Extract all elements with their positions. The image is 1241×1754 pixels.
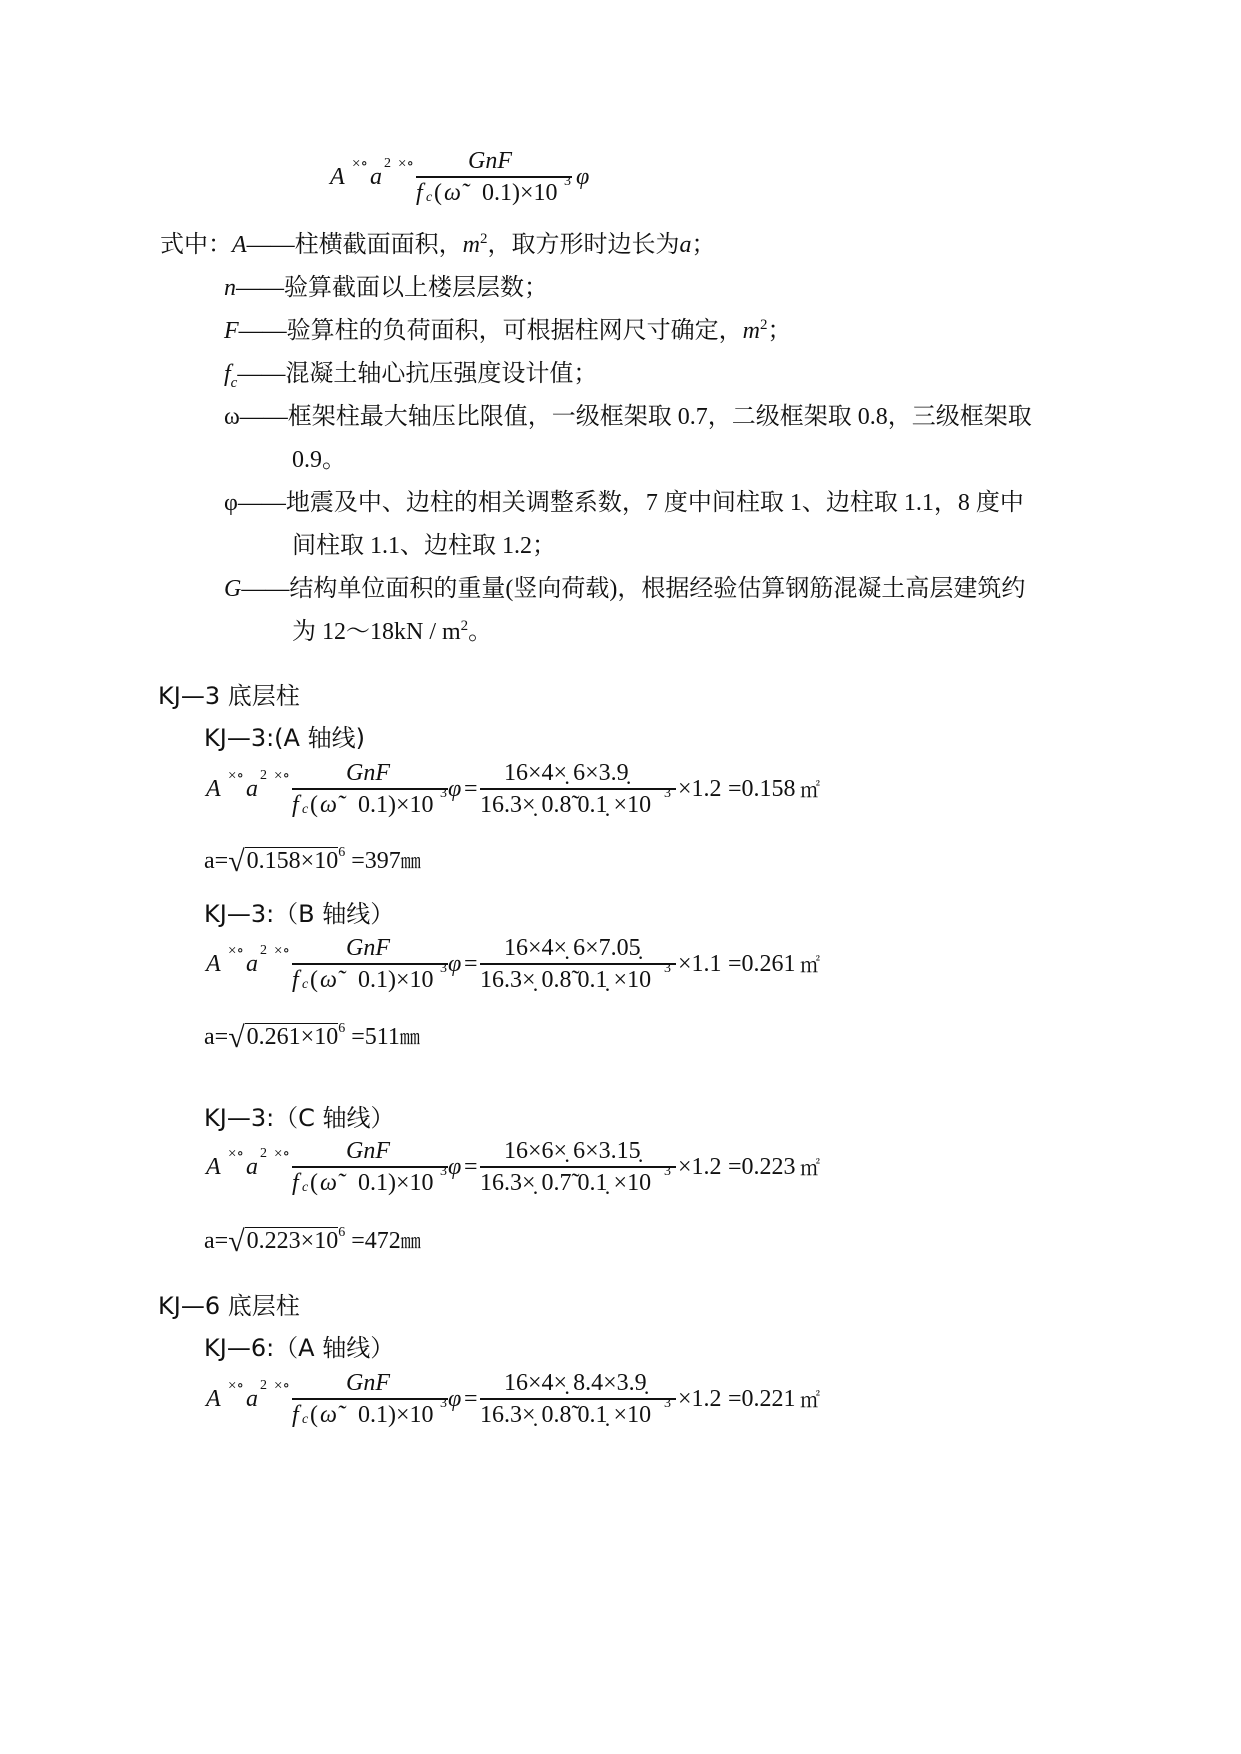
- def-cont-phi: 间柱取 1.1、边柱取 1.2；: [292, 533, 556, 559]
- formula-paren: (: [310, 1402, 318, 1428]
- formula-den-mid: 0.1)×10: [358, 1402, 434, 1428]
- case-label: KJ—3:（B 轴线）: [204, 900, 395, 928]
- case-denominator: 16.3×̣ 0.8̃ 0.1̣ ×10: [480, 1402, 652, 1428]
- def-text-n: ——验算截面以上楼层层数；: [236, 275, 548, 301]
- side-result: =397: [351, 848, 401, 874]
- formula-den-exp: 3: [440, 786, 447, 801]
- formula-numerator: GnF: [346, 935, 390, 961]
- formula-a-exp: 2: [384, 156, 391, 171]
- formula-den-mid: 0.1)×10: [358, 792, 434, 818]
- side-prefix: a=: [204, 1024, 229, 1050]
- equals-sign: =: [464, 1386, 478, 1412]
- formula-dots: ×∘: [228, 768, 244, 784]
- case-factor: ×1.2: [678, 1386, 722, 1412]
- case-den-exp: 3: [664, 1396, 671, 1411]
- side-length-formula: [204, 842, 421, 882]
- def-text-omega: ——框架柱最大轴压比限值，一级框架取 0.7，二级框架取 0.8，三级框架取: [239, 404, 1032, 430]
- formula-numerator: GnF: [468, 148, 512, 174]
- formula-A: A: [330, 164, 345, 190]
- def-cont-omega: 0.9。: [292, 447, 346, 473]
- formula-dots: ×∘: [274, 1146, 290, 1162]
- sqrt-symbol: √: [228, 845, 245, 878]
- formula-omega: ω̃: [320, 792, 337, 818]
- fraction-bar: [292, 963, 448, 965]
- formula-phi: φ: [448, 951, 462, 977]
- case-formula: [206, 760, 1106, 830]
- sqrt-argument: 0.261×10: [246, 1024, 339, 1050]
- formula-den-exp: 3: [564, 174, 571, 189]
- formula-fc-sub: c: [302, 1180, 309, 1195]
- formula-fc-sub: c: [426, 190, 433, 205]
- case-result: =0.261: [728, 951, 796, 977]
- side-unit: ㎜: [400, 849, 421, 873]
- formula-a: a: [246, 1386, 258, 1412]
- def-tail-var: a: [679, 232, 692, 258]
- case-unit: ㎡: [800, 1156, 820, 1180]
- formula-phi: φ: [448, 776, 462, 802]
- formula-fc-sub: c: [302, 977, 309, 992]
- def-unit-exp: 2: [480, 231, 488, 247]
- formula-a-exp: 2: [260, 943, 267, 958]
- formula-den-exp: 3: [440, 1164, 447, 1179]
- def-cont-G-end: 。: [468, 619, 493, 645]
- definition-phi: [224, 479, 1024, 527]
- formula-den-mid: 0.1)×10: [358, 967, 434, 993]
- def-text-fc: ——混凝土轴心抗压强度设计值；: [237, 361, 598, 387]
- case-label: KJ—3:(A 轴线): [204, 724, 365, 752]
- fraction-bar: [480, 963, 676, 965]
- definition-phi-cont: [292, 522, 556, 570]
- sqrt-symbol: √: [228, 1225, 245, 1258]
- case-unit: ㎡: [800, 778, 820, 802]
- equals-sign: =: [464, 776, 478, 802]
- fraction-bar: [292, 1398, 448, 1400]
- fraction-bar: [480, 1166, 676, 1168]
- formula-dots: ×∘: [274, 768, 290, 784]
- general-formula: [330, 148, 1230, 218]
- case-label: KJ—6:（A 轴线）: [204, 1334, 395, 1362]
- definition-n: [224, 264, 548, 312]
- formula-numerator: GnF: [346, 1138, 390, 1164]
- formula-dots: ×∘: [274, 1378, 290, 1394]
- def-sym-n: n: [224, 275, 236, 301]
- case-numerator: 16×6×̣ 6×3.15̣: [504, 1138, 641, 1164]
- sqrt-exp: 6: [338, 1021, 346, 1036]
- formula-fc: f: [292, 1402, 299, 1428]
- formula-paren: (: [310, 1170, 318, 1196]
- formula-fc: f: [292, 1170, 299, 1196]
- formula-a-exp: 2: [260, 1146, 267, 1161]
- sqrt-exp: 6: [338, 1225, 346, 1240]
- def-unit: m: [462, 232, 481, 258]
- equals-sign: =: [464, 1154, 478, 1180]
- formula-paren: (: [310, 792, 318, 818]
- fraction-bar: [416, 176, 572, 178]
- formula-dots: ×∘: [352, 156, 368, 172]
- case-factor: ×1.2: [678, 1154, 722, 1180]
- fraction-bar: [292, 1166, 448, 1168]
- formula-A: A: [206, 776, 221, 802]
- formula-phi: φ: [448, 1386, 462, 1412]
- def-text-phi: ——地震及中、边柱的相关调整系数，7 度中间柱取 1、边柱取 1.1，8 度中: [237, 490, 1024, 516]
- fraction-bar: [292, 788, 448, 790]
- def-sym-G: G: [224, 576, 242, 602]
- section-heading-kj6: KJ—6 底层柱: [158, 1292, 300, 1320]
- case-denominator: 16.3×̣ 0.8̃ 0.1̣ ×10: [480, 967, 652, 993]
- sqrt-exp: 6: [338, 845, 346, 860]
- side-result: =472: [351, 1228, 401, 1254]
- sqrt-argument: 0.223×10: [246, 1228, 339, 1254]
- formula-numerator: GnF: [346, 760, 390, 786]
- formula-den-exp: 3: [440, 961, 447, 976]
- def-sym-f: f: [224, 361, 231, 387]
- formula-den-mid: 0.1)×10: [358, 1170, 434, 1196]
- formula-fc: f: [292, 792, 299, 818]
- definition-G: [224, 565, 1025, 613]
- def-end: ；: [767, 318, 792, 344]
- case-formula: [206, 1370, 1106, 1440]
- formula-omega: ω̃: [444, 180, 461, 206]
- formula-den-exp: 3: [440, 1396, 447, 1411]
- side-unit: ㎜: [400, 1229, 421, 1253]
- fraction-bar: [480, 788, 676, 790]
- def-sym-f-sub: c: [230, 374, 238, 391]
- formula-omega: ω̃: [320, 967, 337, 993]
- formula-paren: (: [434, 180, 442, 206]
- case-numerator: 16×4×̣ 6×3.9̣: [504, 760, 629, 786]
- side-unit: ㎜: [399, 1025, 420, 1049]
- formula-a-exp: 2: [260, 1378, 267, 1393]
- case-denominator: 16.3×̣ 0.7̃ 0.1̣ ×10: [480, 1170, 652, 1196]
- formula-dots: ×∘: [228, 1378, 244, 1394]
- side-length-formula: [204, 1222, 421, 1262]
- formula-dots: ×∘: [274, 943, 290, 959]
- definition-fc: [224, 350, 597, 398]
- definitions-intro: [160, 221, 716, 269]
- formula-a: a: [246, 776, 258, 802]
- formula-fc: f: [416, 180, 423, 206]
- case-den-exp: 3: [664, 786, 671, 801]
- def-cont-G: 为 12～18kN / m: [292, 619, 461, 645]
- def-unit-exp: 2: [760, 317, 768, 333]
- def-text-A: ——柱横截面面积，: [246, 232, 463, 258]
- case-unit: ㎡: [800, 1388, 820, 1412]
- formula-a-exp: 2: [260, 768, 267, 783]
- side-result: =511: [351, 1024, 400, 1050]
- case-formula: [206, 1138, 1106, 1208]
- intro-label: 式中：: [160, 232, 232, 258]
- side-prefix: a=: [204, 848, 229, 874]
- case-numerator: 16×4×̣ 8.4×3.9̣: [504, 1370, 647, 1396]
- definition-F: [224, 307, 792, 355]
- case-denominator: 16.3×̣ 0.8̃ 0.1̣ ×10: [480, 792, 652, 818]
- def-text-G: ——结构单位面积的重量(竖向荷载)，根据经验估算钢筋混凝土高层建筑约: [241, 576, 1026, 602]
- case-numerator: 16×4×̣ 6×7.05̣: [504, 935, 641, 961]
- formula-fc-sub: c: [302, 802, 309, 817]
- case-den-exp: 3: [664, 1164, 671, 1179]
- formula-A: A: [206, 951, 221, 977]
- section-heading-kj3: KJ—3 底层柱: [158, 682, 300, 710]
- case-result: =0.158: [728, 776, 796, 802]
- case-factor: ×1.1: [678, 951, 722, 977]
- definition-G-cont: [292, 608, 492, 656]
- def-sym-F: F: [224, 318, 239, 344]
- formula-a: a: [246, 1154, 258, 1180]
- case-result: =0.221: [728, 1386, 796, 1412]
- formula-a: a: [246, 951, 258, 977]
- case-factor: ×1.2: [678, 776, 722, 802]
- formula-A: A: [206, 1386, 221, 1412]
- equals-sign: =: [464, 951, 478, 977]
- case-den-exp: 3: [664, 961, 671, 976]
- def-text-F: ——验算柱的负荷面积，可根据柱网尺寸确定，: [238, 318, 743, 344]
- def-sym-A: A: [232, 232, 247, 258]
- formula-dots: ×∘: [228, 943, 244, 959]
- formula-a: a: [370, 164, 382, 190]
- def-end: ；: [691, 232, 716, 258]
- case-result: =0.223: [728, 1154, 796, 1180]
- def-sym-phi: φ: [224, 490, 238, 516]
- sqrt-argument: 0.158×10: [246, 848, 339, 874]
- formula-fc-sub: c: [302, 1412, 309, 1427]
- formula-numerator: GnF: [346, 1370, 390, 1396]
- case-label: KJ—3:（C 轴线）: [204, 1104, 395, 1132]
- side-length-formula: [204, 1018, 420, 1058]
- formula-A: A: [206, 1154, 221, 1180]
- def-cont-G-exp: 2: [460, 618, 469, 634]
- formula-omega: ω̃: [320, 1170, 337, 1196]
- case-unit: ㎡: [800, 953, 820, 977]
- sqrt-symbol: √: [228, 1021, 245, 1054]
- fraction-bar: [480, 1398, 676, 1400]
- case-formula: [206, 935, 1106, 1005]
- def-tail: ，取方形时边长为: [487, 232, 680, 258]
- formula-omega: ω̃: [320, 1402, 337, 1428]
- formula-phi: φ: [576, 164, 590, 190]
- formula-phi: φ: [448, 1154, 462, 1180]
- definition-omega: [224, 393, 1032, 441]
- definition-omega-cont: [292, 436, 346, 484]
- def-sym-omega: ω: [224, 404, 240, 430]
- formula-dots: ×∘: [398, 156, 414, 172]
- formula-paren: (: [310, 967, 318, 993]
- side-prefix: a=: [204, 1228, 229, 1254]
- formula-den-mid: 0.1)×10: [482, 180, 558, 206]
- formula-dots: ×∘: [228, 1146, 244, 1162]
- def-unit: m: [742, 318, 761, 344]
- formula-fc: f: [292, 967, 299, 993]
